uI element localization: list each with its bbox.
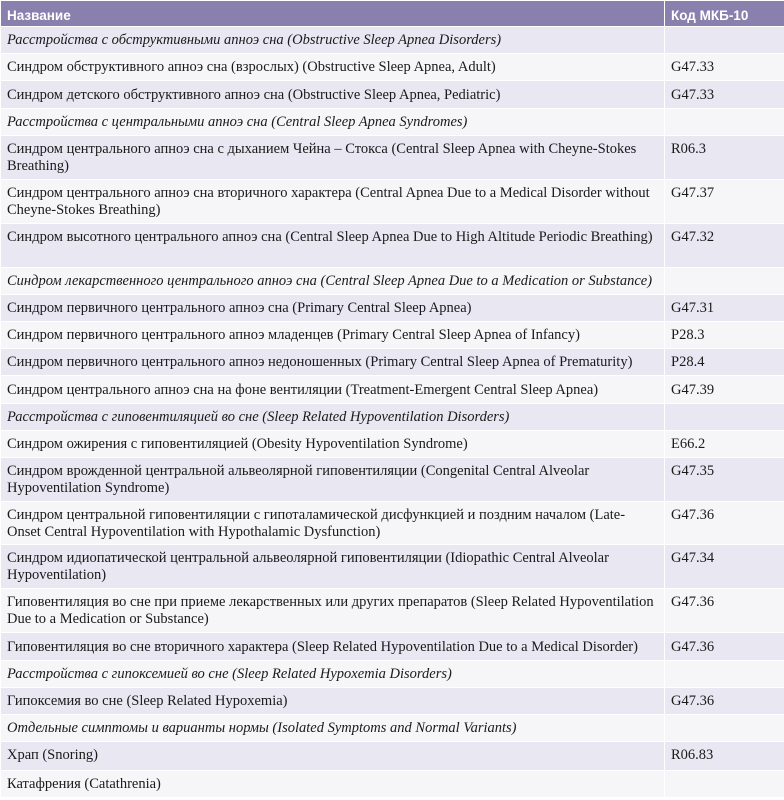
- category-row: [1, 109, 784, 136]
- icd-code: [665, 404, 784, 431]
- icd-code: R06.83: [665, 742, 784, 771]
- category-name: Отдельные симптомы и варианты нормы (Isolated Symptoms and Normal Variants): [1, 715, 665, 742]
- diagnosis-name: Синдром детского обструктивного апноэ сна (Obstructive Sleep Apnea, Pediatric): [1, 81, 665, 109]
- icd-code: [665, 771, 784, 798]
- diagnosis-name: Синдром идиопатической центральной альвеолярной гиповентиляции (Idiopathic Central Alveolar Hypoventilation): [1, 545, 665, 589]
- table-row: [1, 545, 784, 589]
- diagnosis-name: Синдром высотного центрального апноэ сна (Central Sleep Apnea Due to High Altitude Periodic Breathing): [1, 224, 665, 268]
- icd-code: E66.2: [665, 431, 784, 458]
- category-name: Синдром лекарственного центрального апноэ сна (Central Sleep Apnea Due to a Medication or Substance): [1, 268, 665, 295]
- icd-code: [665, 27, 784, 54]
- icd-code: G47.32: [665, 224, 784, 268]
- diagnosis-name: Синдром ожирения с гиповентиляцией (Obesity Hypoventilation Syndrome): [1, 431, 665, 458]
- table-row: [1, 458, 784, 502]
- table-row: [1, 431, 784, 458]
- icd-code: G47.37: [665, 180, 784, 224]
- category-name: Расстройства с гиповентиляцией во сне (Sleep Related Hypoventilation Disorders): [1, 404, 665, 431]
- category-name: Расстройства с гипоксемией во сне (Sleep Related Hypoxemia Disorders): [1, 661, 665, 688]
- diagnosis-name: Синдром обструктивного апноэ сна (взрослых) (Obstructive Sleep Apnea, Adult): [1, 54, 665, 81]
- column-header-code: Код МКБ-10: [665, 1, 784, 27]
- diagnosis-name: Гиповентиляция во сне при приеме лекарственных или других препаратов (Sleep Related Hypoventilation Due to a Medication or Substance): [1, 589, 665, 633]
- table-row: [1, 742, 784, 771]
- icd-code: G47.33: [665, 54, 784, 81]
- icd-code: [665, 268, 784, 295]
- diagnosis-name: Синдром центрального апноэ сна на фоне вентиляции (Treatment-Emergent Central Sleep Apnea): [1, 376, 665, 404]
- table-row: [1, 633, 784, 661]
- category-row: [1, 27, 784, 54]
- category-row: [1, 268, 784, 295]
- table-row: [1, 771, 784, 798]
- category-name: Расстройства с центральными апноэ сна (Central Sleep Apnea Syndromes): [1, 109, 665, 136]
- icd-code: [665, 715, 784, 742]
- diagnosis-name: Синдром первичного центрального апноэ недоношенных (Primary Central Sleep Apnea of Prematurity): [1, 349, 665, 376]
- diagnosis-name: Синдром первичного центрального апноэ сна (Primary Central Sleep Apnea): [1, 295, 665, 322]
- table-row: [1, 180, 784, 224]
- icd-code: G47.36: [665, 688, 784, 715]
- icd-code: G47.36: [665, 589, 784, 633]
- icd-code: G47.33: [665, 81, 784, 109]
- icd-code: G47.31: [665, 295, 784, 322]
- table-row: [1, 295, 784, 322]
- table-row: [1, 349, 784, 376]
- table-row: [1, 224, 784, 268]
- column-header-name: Название: [1, 1, 665, 27]
- table-row: [1, 589, 784, 633]
- icd-code: G47.36: [665, 502, 784, 545]
- diagnosis-name: Синдром врожденной центральной альвеолярной гиповентиляции (Congenital Central Alveolar Hypoventilation Syndrome): [1, 458, 665, 502]
- category-name: Расстройства с обструктивными апноэ сна (Obstructive Sleep Apnea Disorders): [1, 27, 665, 54]
- diagnosis-name: Гиповентиляция во сне вторичного характера (Sleep Related Hypoventilation Due to a Medical Disorder): [1, 633, 665, 661]
- diagnosis-name: Синдром первичного центрального апноэ младенцев (Primary Central Sleep Apnea of Infancy): [1, 322, 665, 349]
- icd-code: [665, 661, 784, 688]
- icd-code: P28.4: [665, 349, 784, 376]
- table-row: [1, 502, 784, 545]
- icd-code: G47.36: [665, 633, 784, 661]
- table-row: [1, 81, 784, 109]
- table-row: [1, 688, 784, 715]
- diagnosis-name: Синдром центрального апноэ сна с дыханием Чейна – Стокса (Central Sleep Apnea with Cheyne-Stokes Breathing): [1, 136, 665, 180]
- diagnosis-name: Гипоксемия во сне (Sleep Related Hypoxemia): [1, 688, 665, 715]
- category-row: [1, 404, 784, 431]
- diagnosis-name: Синдром центрального апноэ сна вторичного характера (Central Apnea Due to a Medical Disorder without Cheyne-Stokes Breathing): [1, 180, 665, 224]
- table-row: [1, 136, 784, 180]
- icd-code: [665, 109, 784, 136]
- icd-code: G47.39: [665, 376, 784, 404]
- icd-code: P28.3: [665, 322, 784, 349]
- category-row: [1, 715, 784, 742]
- category-row: [1, 661, 784, 688]
- diagnosis-name: Синдром центральной гиповентиляции с гипоталамической дисфункцией и поздним началом (Late-Onset Central Hypoventilation with Hypothalamic Dysfunction): [1, 502, 665, 545]
- icd-code: R06.3: [665, 136, 784, 180]
- diagnosis-name: Катафрения (Catathrenia): [1, 771, 665, 798]
- diagnosis-name: Храп (Snoring): [1, 742, 665, 771]
- table-row: [1, 322, 784, 349]
- table-row: [1, 376, 784, 404]
- table-header-row: [1, 1, 784, 27]
- table-row: [1, 54, 784, 81]
- icd-code: G47.35: [665, 458, 784, 502]
- icd-code: G47.34: [665, 545, 784, 589]
